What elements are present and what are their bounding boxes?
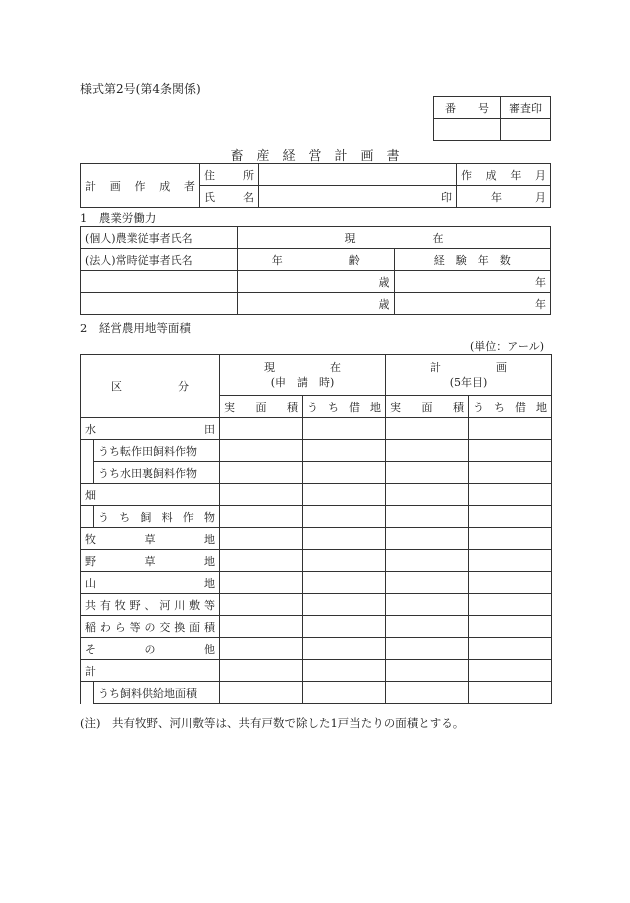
current-actual-cell[interactable] bbox=[220, 528, 303, 550]
plan-actual-cell[interactable] bbox=[386, 506, 469, 528]
plan-actual-cell[interactable] bbox=[386, 660, 469, 682]
current-header: 現 在 (申 請 時) bbox=[220, 355, 386, 396]
current-actual-cell[interactable] bbox=[220, 550, 303, 572]
land-row-label: うち飼料作物 bbox=[94, 506, 220, 528]
plan-leased-cell[interactable] bbox=[469, 616, 552, 638]
plan-actual-cell[interactable] bbox=[386, 528, 469, 550]
plan-actual-cell[interactable] bbox=[386, 594, 469, 616]
document-title: 畜 産 経 営 計 画 書 bbox=[230, 149, 400, 164]
current-actual-cell[interactable] bbox=[220, 484, 303, 506]
land-row bbox=[81, 594, 552, 616]
worker-name-1[interactable] bbox=[81, 271, 238, 293]
indent-spacer bbox=[81, 682, 94, 704]
section2-title: 2 経営農用地等面積 bbox=[80, 321, 191, 335]
land-row bbox=[81, 550, 552, 572]
land-row-label: 山 地 bbox=[81, 572, 220, 594]
number-field[interactable] bbox=[434, 119, 501, 141]
plan-actual-cell[interactable] bbox=[386, 616, 469, 638]
current-actual-cell[interactable] bbox=[220, 572, 303, 594]
land-row-label: 畑 bbox=[81, 484, 220, 506]
plan-leased-cell[interactable] bbox=[469, 440, 552, 462]
plan-leased-cell[interactable] bbox=[469, 418, 552, 440]
plan-leased-cell[interactable] bbox=[469, 638, 552, 660]
land-row bbox=[81, 616, 552, 638]
address-label: 住 所 bbox=[200, 164, 259, 186]
number-label: 番 号 bbox=[434, 97, 501, 119]
current-leased-cell[interactable] bbox=[303, 484, 386, 506]
plan-leased-cell[interactable] bbox=[469, 462, 552, 484]
current-leased-cell[interactable] bbox=[303, 440, 386, 462]
land-row-label: 共有牧野、河川敷等 bbox=[81, 594, 220, 616]
date-label: 作 成 年 月 bbox=[457, 164, 551, 186]
current-leased-cell[interactable] bbox=[303, 660, 386, 682]
worker-name-2[interactable] bbox=[81, 293, 238, 315]
plan-actual-cell[interactable] bbox=[386, 418, 469, 440]
current-leased-cell[interactable] bbox=[303, 528, 386, 550]
land-row bbox=[81, 638, 552, 660]
corporate-label: (法人)常時従事者氏名 bbox=[81, 249, 238, 271]
land-area-table bbox=[80, 354, 552, 704]
unit-note: (単位：アール) bbox=[469, 340, 544, 353]
address-field[interactable] bbox=[259, 164, 457, 186]
current-actual-cell[interactable] bbox=[220, 418, 303, 440]
land-row-label: 野 草 地 bbox=[81, 550, 220, 572]
land-row bbox=[81, 418, 552, 440]
land-row-label: うち飼料供給地面積 bbox=[94, 682, 220, 704]
plan-actual-cell[interactable] bbox=[386, 682, 469, 704]
current-actual-cell[interactable] bbox=[220, 462, 303, 484]
plan-actual-header: 実 面 積 bbox=[386, 396, 469, 418]
current-leased-cell[interactable] bbox=[303, 682, 386, 704]
land-row bbox=[81, 682, 552, 704]
category-header: 区 分 bbox=[81, 355, 220, 418]
author-table bbox=[80, 163, 551, 208]
land-row bbox=[81, 506, 552, 528]
plan-header: 計 画 (5年目) bbox=[386, 355, 552, 396]
current-leased-cell[interactable] bbox=[303, 550, 386, 572]
current-actual-cell[interactable] bbox=[220, 682, 303, 704]
current-actual-cell[interactable] bbox=[220, 506, 303, 528]
indent-spacer bbox=[81, 462, 94, 484]
land-row bbox=[81, 660, 552, 682]
plan-actual-cell[interactable] bbox=[386, 638, 469, 660]
indent-spacer bbox=[81, 440, 94, 462]
current-leased-cell[interactable] bbox=[303, 418, 386, 440]
plan-leased-cell[interactable] bbox=[469, 660, 552, 682]
current-leased-cell[interactable] bbox=[303, 506, 386, 528]
plan-leased-cell[interactable] bbox=[469, 572, 552, 594]
current-actual-cell[interactable] bbox=[220, 440, 303, 462]
current-leased-cell[interactable] bbox=[303, 572, 386, 594]
seal-mark: 印 bbox=[358, 186, 457, 208]
land-row bbox=[81, 572, 552, 594]
land-row-label: 計 bbox=[81, 660, 220, 682]
current-leased-cell[interactable] bbox=[303, 594, 386, 616]
current-actual-cell[interactable] bbox=[220, 616, 303, 638]
land-row-label: 稲わら等の交換面積 bbox=[81, 616, 220, 638]
plan-leased-cell[interactable] bbox=[469, 594, 552, 616]
plan-leased-header: うち借地 bbox=[469, 396, 552, 418]
plan-actual-cell[interactable] bbox=[386, 462, 469, 484]
plan-actual-cell[interactable] bbox=[386, 550, 469, 572]
plan-actual-cell[interactable] bbox=[386, 484, 469, 506]
section1-title: 1 農業労働力 bbox=[80, 211, 157, 225]
experience-label: 経 験 年 数 bbox=[394, 249, 551, 271]
worker-exp-1[interactable]: 年 bbox=[394, 271, 551, 293]
current-actual-cell[interactable] bbox=[220, 638, 303, 660]
plan-leased-cell[interactable] bbox=[469, 484, 552, 506]
stamp-label: 審査印 bbox=[501, 97, 551, 119]
current-leased-cell[interactable] bbox=[303, 638, 386, 660]
date-field[interactable]: 年 月 bbox=[457, 186, 551, 208]
stamp-field[interactable] bbox=[501, 119, 551, 141]
land-row-label: 牧 草 地 bbox=[81, 528, 220, 550]
indent-spacer bbox=[81, 506, 94, 528]
land-row bbox=[81, 528, 552, 550]
land-row-label: そ の 他 bbox=[81, 638, 220, 660]
footnote: (注) 共有牧野、河川敷等は、共有戸数で除した1戸当たりの面積とする。 bbox=[80, 716, 465, 730]
age-label: 年 齢 bbox=[238, 249, 395, 271]
worker-age-2[interactable]: 歳 bbox=[238, 293, 395, 315]
labor-table bbox=[80, 226, 551, 315]
name-label: 氏 名 bbox=[200, 186, 259, 208]
plan-leased-cell[interactable] bbox=[469, 506, 552, 528]
plan-leased-cell[interactable] bbox=[469, 550, 552, 572]
name-field[interactable] bbox=[259, 186, 358, 208]
plan-actual-cell[interactable] bbox=[386, 572, 469, 594]
form-number: 様式第2号(第4条関係) bbox=[80, 82, 201, 96]
land-row bbox=[81, 484, 552, 506]
current-leased-cell[interactable] bbox=[303, 616, 386, 638]
current-actual-cell[interactable] bbox=[220, 594, 303, 616]
current-leased-header: うち借地 bbox=[303, 396, 386, 418]
plan-leased-cell[interactable] bbox=[469, 528, 552, 550]
current-actual-cell[interactable] bbox=[220, 660, 303, 682]
author-label: 計 画 作 成 者 bbox=[81, 164, 200, 208]
land-row-label: うち転作田飼料作物 bbox=[94, 440, 220, 462]
worker-exp-2[interactable]: 年 bbox=[394, 293, 551, 315]
current-label: 現 在 bbox=[238, 227, 551, 249]
individual-label: (個人)農業従事者氏名 bbox=[81, 227, 238, 249]
plan-actual-cell[interactable] bbox=[386, 440, 469, 462]
land-row bbox=[81, 462, 552, 484]
plan-leased-cell[interactable] bbox=[469, 682, 552, 704]
land-row bbox=[81, 440, 552, 462]
review-box bbox=[433, 96, 551, 141]
current-leased-cell[interactable] bbox=[303, 462, 386, 484]
current-actual-header: 実 面 積 bbox=[220, 396, 303, 418]
land-row-label: 水 田 bbox=[81, 418, 220, 440]
worker-age-1[interactable]: 歳 bbox=[238, 271, 395, 293]
land-row-label: うち水田裏飼料作物 bbox=[94, 462, 220, 484]
